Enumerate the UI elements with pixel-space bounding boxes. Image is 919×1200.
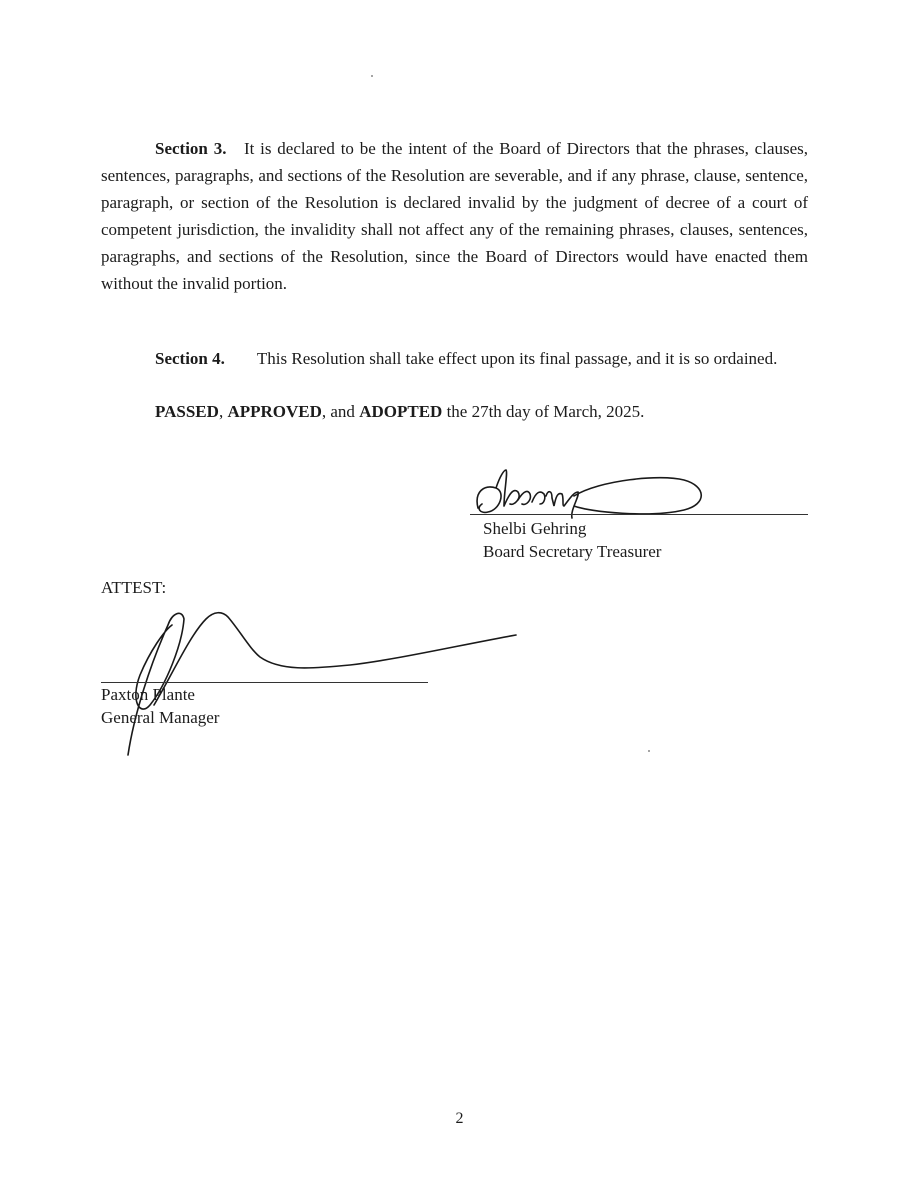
section-4-paragraph <box>155 345 815 372</box>
signatory-2-block <box>101 683 219 729</box>
signatory-1-block <box>483 517 661 563</box>
section-3-heading: Section 3. <box>155 139 227 158</box>
section-3-text: It is declared to be the intent of the Board of Directors that the phrases, clauses, sentences, paragraphs, and sections of the Resolution are severable, and if any phrase, clause, sentence, paragraph, or section of the Resolution is declared invalid by the judgment of decree of a court of competent jurisdiction, the invalidity shall not affect any of the remaining phrases, clauses, sentences, paragraphs, and sections of the Resolution, since the Board of Directors would have enacted them without the invalid portion. <box>101 139 809 293</box>
signature-shelbi-gehring <box>470 462 760 522</box>
attest-label: ATTEST: <box>101 578 167 597</box>
adoption-separator: , and <box>321 402 360 421</box>
adoption-separator: , <box>218 402 228 421</box>
page-number: 2 <box>455 1110 464 1127</box>
signatory-2-title: General Manager <box>101 708 220 727</box>
adoption-statement <box>155 398 815 425</box>
section-3-paragraph <box>101 135 808 297</box>
signatory-1-title: Board Secretary Treasurer <box>483 542 662 561</box>
approved-label: APPROVED <box>227 402 322 421</box>
signatory-2-name: Paxton Plante <box>101 685 195 704</box>
passed-label: PASSED <box>155 402 219 421</box>
adoption-date-text: the 27th day of March, 2025. <box>442 402 645 421</box>
signature-line-1 <box>470 514 808 515</box>
adopted-label: ADOPTED <box>359 402 443 421</box>
signatory-1-name: Shelbi Gehring <box>483 519 587 538</box>
scan-speck <box>648 750 650 752</box>
scan-speck <box>371 75 373 77</box>
section-4-text: This Resolution shall take effect upon its final passage, and it is so ordained. <box>256 349 778 368</box>
section-4-heading: Section 4. <box>155 349 225 368</box>
